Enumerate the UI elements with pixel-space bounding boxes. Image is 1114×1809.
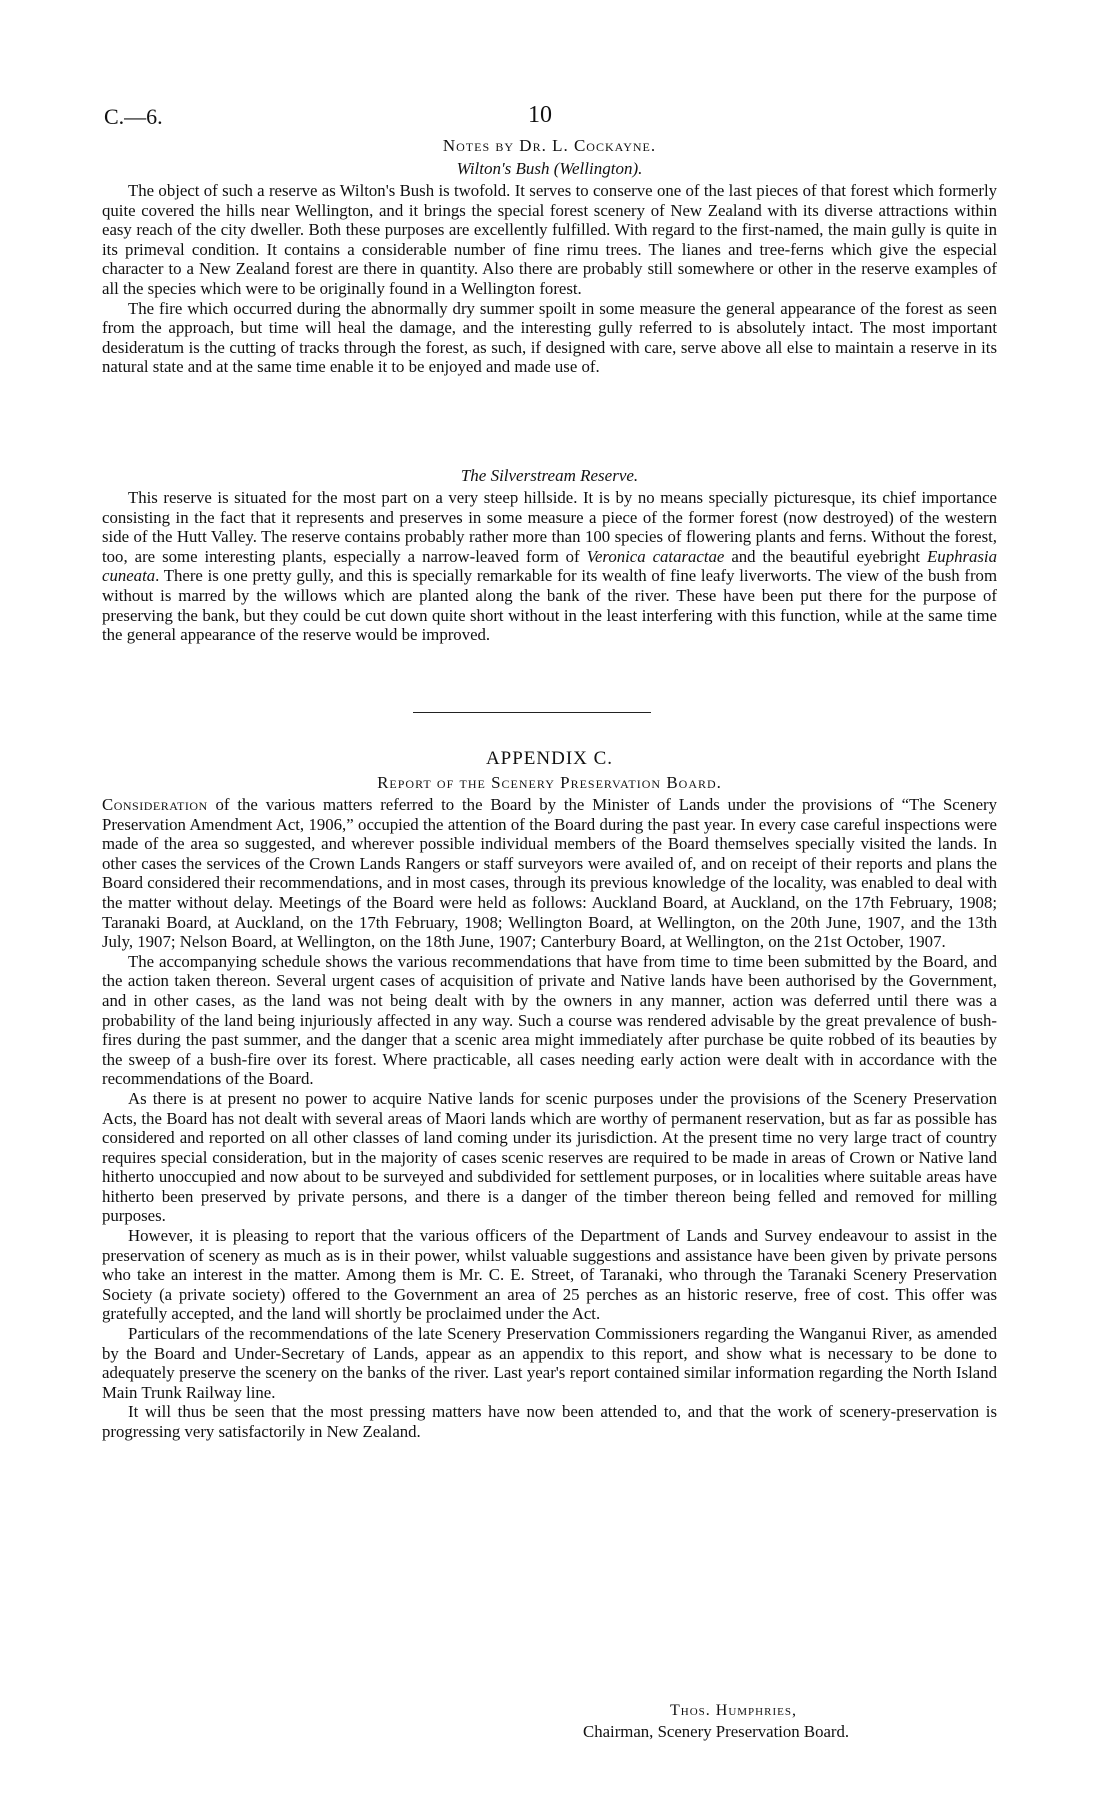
paragraph-wiltons-bush-2: The fire which occurred during the abnormally dry summer spoilt in some measure the general appearance of the forest as seen from the approach, but time will heal the damage, and the interesting gully referred to is absolutely intact. The most important desideratum is the cutting of tracks through the forest, as such, if designed with care, serve above all else to maintain a reserve in its natural state and at the same time enable it to be enjoyed and made use of. — [102, 298, 997, 377]
paragraph-consideration — [102, 795, 997, 952]
paragraph-silverstream — [102, 488, 997, 645]
silverstream-text-b: and the beautiful eyebright — [724, 546, 928, 566]
section-title-wiltons-bush: Wilton's Bush (Wellington). — [456, 159, 643, 178]
document-code: C.—6. — [104, 104, 163, 129]
paragraph-native-lands: As there is at present no power to acquire Native lands for scenic purposes under the provisions of the Scenery Preservation Acts, the Board has not dealt with several areas of Maori lands which are worthy of permanent reservation, but as far as possible has considered and reported on all other classes of land coming under its jurisdiction. At the present time no very large tract of country requires special consideration, but in the majority of cases scenic reserves are required to be made in areas of Crown or Native land hitherto unoccupied and now about to be surveyed and subdivided for settlement purposes, or in localities where suitable areas have hitherto been preserved by private persons, and there is a danger of the timber thereon being felled and removed for milling purposes. — [102, 1088, 997, 1226]
consideration-text: of the various matters referred to the Board by the Minister of Lands under the provisions of “The Scenery Preservation Amendment Act, 1906,” occupied the attention of the Board during the past year. In every case careful inspections were made of the area so suggested, and wherever possible individual members of the Board themselves specially visited the lands. In other cases the services of the Crown Lands Rangers or staff surveyors were availed of, and on receipt of their reports and plans the Board considered their recommendations, and in most cases, through its previous knowledge of the locality, was enabled to deal with the matter without delay. Meetings of the Board were held as follows: Auckland Board, at Auckland, on the 17th February, 1908; Taranaki Board, at Auckland, on the 17th February, 1908; Wellington Board, at Wellington, on the 20th June, 1907, and the 13th July, 1907; Nelson Board, at Wellington, on the 18th June, 1907; Canterbury Board, at Wellington, on the 21st October, 1907. — [102, 795, 997, 952]
silverstream-body — [102, 488, 997, 645]
signature-title: Chairman, Scenery Preservation Board. — [583, 1722, 850, 1741]
notes-body — [102, 181, 997, 377]
paragraph-schedule: The accompanying schedule shows the various recommendations that have from time to time been submitted by the Board, and the action taken thereon. Several urgent cases of acquisition of private and Native lands have been authorised by the Government, and in other cases, as the land was not being dealt with by the owners in any manner, action was deferred until there was a probability of the land being injuriously affected in any way. Such a course was rendered advisable by the great prevalence of bush-fires during the past summer, and the danger that a scenic area might immediately after purchase be quite robbed of its beauties by the sweep of a bush-fire over its forest. Where practicable, all cases needing early action were dealt with in accordance with the recommendations of the Board. — [102, 951, 997, 1089]
lead-word: Consideration — [102, 795, 208, 814]
appendix-title: APPENDIX C. — [485, 748, 614, 769]
paragraph-officers: However, it is pleasing to report that the various officers of the Department of Lands and Survey endeavour to assist in the preservation of scenery as much as is in their power, whilst valuable suggestions and assistance have been given by private persons who take an interest in the matter. Among them is Mr. C. E. Street, of Taranaki, who through the Taranaki Scenery Preservation Society (a private society) offered to the Government an area of 25 perches as an historic reserve, free of cost. This offer was gratefully accepted, and the land will shortly be proclaimed under the Act. — [102, 1226, 997, 1324]
signature-name: Thos. Humphries, — [670, 1702, 797, 1719]
silverstream-text-c: . There is one pretty gully, and this is specially remarkable for its wealth of fine leafy liverworts. The view of the bush from without is marred by the willows which are planted along the bank of the river. These have been put there for the purpose of preserving the bank, but they could be cut down quite short without in the least interfering with this function, while at the same time the general appearance of the reserve would be improved. — [102, 566, 997, 645]
species-veronica: Veronica cataractae — [586, 546, 725, 566]
appendix-subtitle: Report of the Scenery Preservation Board. — [377, 773, 722, 792]
section-title-silverstream: The Silverstream Reserve. — [460, 466, 639, 485]
species-euphrasia: Euphrasia cuneata — [102, 546, 997, 586]
paragraph-wanganui: Particulars of the recommendations of the late Scenery Preservation Commissioners regarding the Wanganui River, as amended by the Board and Under-Secretary of Lands, appear as an appendix to this report, and show what is necessary to be done to adequately preserve the scenery on the banks of the river. Last year's report contained similar information regarding the North Island Main Trunk Railway line. — [102, 1324, 997, 1402]
page-number: 10 — [528, 102, 552, 128]
appendix-body — [102, 795, 997, 1442]
paragraph-wiltons-bush-1: The object of such a reserve as Wilton's Bush is twofold. It serves to conserve one of the last pieces of that forest which formerly quite covered the hills near Wellington, and it brings the special forest scenery of New Zealand with its diverse attractions within easy reach of the city dweller. Both these purposes are excellently fulfilled. With regard to the first-named, the main gully is quite in its primeval condition. It contains a considerable number of fine rimu trees. The lianes and tree-ferns which give the especial character to a New Zealand forest are there in quantity. Also there are probably still somewhere or other in the reserve examples of all the species which were to be originally found in a Wellington forest. — [102, 181, 997, 298]
section-divider — [413, 712, 651, 713]
silverstream-text-a: This reserve is situated for the most part on a very steep hillside. It is by no means specially picturesque, its chief importance consisting in the fact that it represents and preserves in some measure a piece of the former forest (now destroyed) of the western side of the Hutt Valley. The reserve contains probably rather more than 100 species of flowering plants and ferns. Without the forest, too, are some interesting plants, especially a narrow-leaved form of — [102, 488, 997, 566]
notes-heading: Notes by Dr. L. Cockayne. — [442, 136, 657, 155]
paragraph-conclusion: It will thus be seen that the most pressing matters have now been attended to, and that the work of scenery-preservation is progressing very satisfactorily in New Zealand. — [102, 1402, 997, 1441]
